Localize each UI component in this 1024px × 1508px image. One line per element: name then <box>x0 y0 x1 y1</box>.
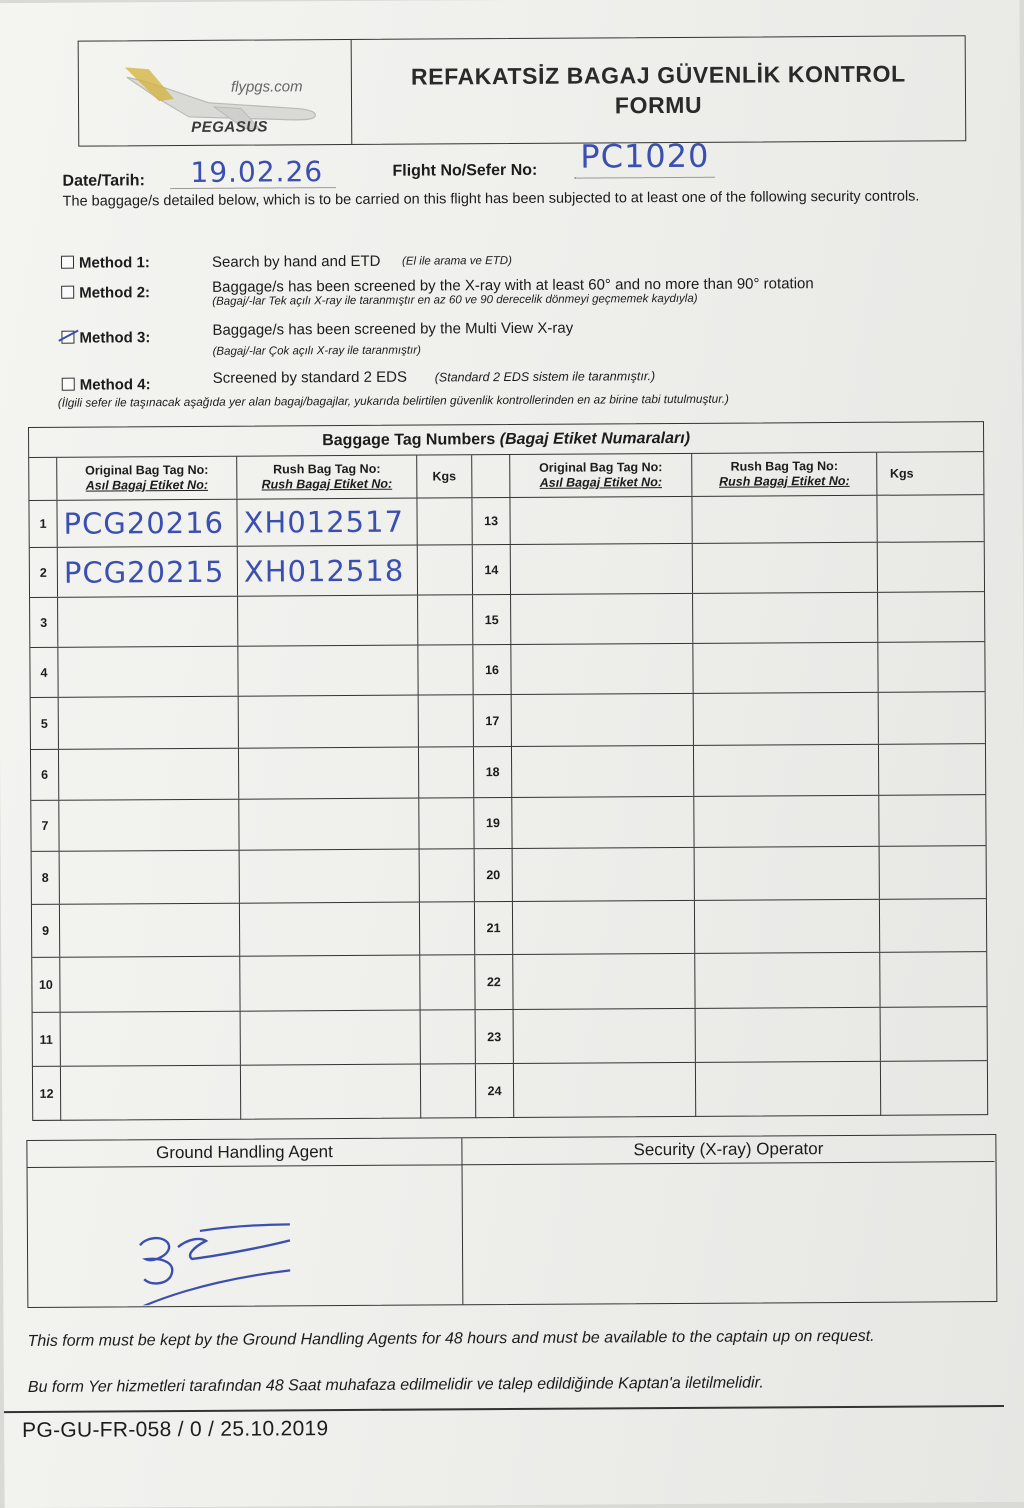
col-rush-tag-tr-2: Rush Bagaj Etiket No: <box>719 473 850 489</box>
row-number: 11 <box>33 1013 61 1066</box>
rush-tag-field[interactable] <box>239 799 419 850</box>
row-number: 22 <box>475 955 513 1009</box>
col-original-tag-en: Original Bag Tag No: <box>85 462 209 478</box>
row-number: 8 <box>32 852 60 904</box>
method-1-checkbox[interactable] <box>61 256 74 269</box>
method-4-note: (Standard 2 EDS sistem ile taranmıştır.) <box>434 369 656 385</box>
footer-text-en: This form must be kept by the Ground Handling Agents for 48 hours and must be available to the captain up on request. <box>27 1327 875 1350</box>
flight-number-field[interactable]: PC1020 <box>580 136 710 176</box>
method-1-label: Method 1: <box>78 254 150 272</box>
footer-text-tr: Bu form Yer hizmetleri tarafından 48 Saat muhafaza edilmelidir ve talep edildiğinde Kaptan'a iletilmelidir. <box>27 1374 764 1396</box>
table-row <box>32 952 986 1013</box>
kgs-field[interactable] <box>879 795 928 845</box>
footer-divider <box>4 1405 1004 1413</box>
original-tag-field[interactable] <box>511 594 693 644</box>
col-original-tag-tr-2: Asıl Bagaj Etiket No: <box>539 475 663 490</box>
signature-image[interactable] <box>28 1165 463 1306</box>
col-original-tag-tr: Asıl Bagaj Etiket No: <box>85 477 209 493</box>
row-number: 2 <box>30 548 58 597</box>
rush-tag-field[interactable] <box>240 903 420 956</box>
row-number: 3 <box>30 598 58 647</box>
kgs-field[interactable] <box>880 899 929 951</box>
original-tag-field[interactable] <box>514 1063 696 1118</box>
form-header <box>78 35 967 146</box>
original-tag-field[interactable] <box>512 746 694 797</box>
col-original-tag <box>57 457 237 500</box>
method-4-text: Screened by standard 2 EDS <box>212 368 408 387</box>
form-code: PG-GU-FR-058 / 0 / 25.10.2019 <box>22 1417 329 1443</box>
original-tag-field[interactable] <box>58 597 238 647</box>
original-tag-field[interactable] <box>60 957 240 1012</box>
method-2-text: Baggage/s has been screened by the X-ray with at least 60° and no more than 90° rotation <box>212 275 814 296</box>
rush-tag-field[interactable] <box>694 745 879 796</box>
kgs-field[interactable] <box>881 1007 930 1060</box>
rush-tag-field[interactable] <box>240 850 420 903</box>
col-kgs-2: Kgs <box>889 466 914 481</box>
kgs-field[interactable] <box>419 747 474 797</box>
kgs-field[interactable] <box>421 1010 476 1063</box>
col-number-2 <box>472 455 510 497</box>
method-3-checkbox[interactable] <box>61 331 74 344</box>
original-tag-field[interactable] <box>511 544 693 594</box>
table-row <box>30 642 984 698</box>
row-number: 16 <box>473 645 511 694</box>
row-number: 7 <box>31 801 59 851</box>
rush-tag-field[interactable] <box>694 796 879 847</box>
rush-tag-field[interactable] <box>692 496 877 543</box>
col-original-tag-en-2: Original Bag Tag No: <box>539 460 663 475</box>
row-number: 15 <box>473 595 511 644</box>
rush-tag-field[interactable] <box>241 1011 421 1065</box>
rush-tag-field[interactable] <box>239 748 419 799</box>
kgs-field[interactable] <box>420 849 475 901</box>
rush-tag-field[interactable] <box>696 1062 881 1117</box>
logo-name-text: PEGASUS <box>191 118 269 136</box>
method-3-label: Method 3: <box>79 329 151 347</box>
col-rush-tag-tr: Rush Bagaj Etiket No: <box>261 476 393 492</box>
table-header-row <box>29 452 983 501</box>
row-number: 21 <box>475 902 513 954</box>
row-number: 4 <box>30 648 58 697</box>
row-number: 12 <box>33 1067 61 1121</box>
table-row <box>32 846 986 905</box>
rush-tag-field[interactable] <box>693 593 878 643</box>
ground-agent-column <box>27 1138 463 1307</box>
baggage-tag-table <box>28 421 988 1121</box>
original-tag-field[interactable] <box>513 901 695 954</box>
kgs-field[interactable] <box>879 744 928 794</box>
table-row <box>32 899 986 958</box>
col-rush-tag-en: Rush Bag Tag No: <box>273 461 381 477</box>
row-number: 6 <box>31 750 59 800</box>
title-line-2: FORMU <box>614 91 703 119</box>
rush-tag-field[interactable] <box>695 953 880 1008</box>
date-label: Date/Tarih: <box>62 172 145 190</box>
table-row <box>30 542 984 598</box>
kgs-field[interactable] <box>419 798 474 848</box>
method-4 <box>62 365 962 394</box>
table-row <box>31 692 985 750</box>
method-3-text: Baggage/s has been screened by the Multi View X-ray <box>212 319 574 339</box>
original-tag-field[interactable] <box>512 694 694 746</box>
date-field[interactable]: 19.02.26 <box>190 155 324 189</box>
kgs-field[interactable] <box>880 952 929 1006</box>
original-tag-field[interactable] <box>511 644 693 694</box>
table-row <box>29 495 983 548</box>
table-row <box>31 744 985 801</box>
row-number: 18 <box>474 747 512 797</box>
row-number: 5 <box>31 698 59 749</box>
original-tag-field[interactable] <box>60 904 240 957</box>
kgs-field[interactable] <box>878 592 927 641</box>
methods-note: (İlgili sefer ile taşınacak aşağıda yer alan bagaj/bagajlar, yukarıda belirtilen güvenlik kontrollerinden en az birine tabi tutulmuştur.) <box>57 391 729 410</box>
rush-tag-field[interactable] <box>695 900 880 953</box>
rush-tag-field[interactable] <box>693 543 878 593</box>
rush-tag-field[interactable] <box>239 696 419 748</box>
kgs-field[interactable] <box>420 955 475 1009</box>
kgs-field[interactable] <box>420 902 475 954</box>
method-2-checkbox[interactable] <box>61 286 74 299</box>
col-original-tag-2 <box>510 454 692 497</box>
row-number: 10 <box>32 958 60 1012</box>
row-number: 23 <box>476 1010 514 1063</box>
rush-tag-field[interactable]: XH012517 <box>237 499 417 546</box>
signature-box <box>26 1134 997 1308</box>
kgs-field[interactable] <box>418 595 473 644</box>
ground-agent-label: Ground Handling Agent <box>27 1138 461 1168</box>
row-number: 19 <box>474 798 512 848</box>
col-number <box>29 458 57 500</box>
method-4-label: Method 4: <box>79 376 151 394</box>
rush-tag-field[interactable] <box>241 1065 421 1120</box>
original-tag-field[interactable]: PCG20216 <box>57 500 237 547</box>
original-tag-field[interactable] <box>510 497 692 544</box>
original-tag-field[interactable]: PCG20215 <box>58 547 238 597</box>
logo-brand-text: flypgs.com <box>230 78 303 96</box>
kgs-field[interactable] <box>881 1061 930 1115</box>
original-tag-field[interactable] <box>513 954 695 1009</box>
caption-tr: (Bagaj Etiket Numaraları) <box>499 429 691 449</box>
row-number: 14 <box>473 545 511 594</box>
table-row <box>30 592 984 648</box>
method-1-note: (El ile arama ve ETD) <box>401 254 512 268</box>
method-2 <box>61 274 961 308</box>
method-2-label: Method 2: <box>79 284 151 302</box>
original-tag-field[interactable] <box>513 848 695 901</box>
table-row <box>33 1061 987 1121</box>
method-4-checkbox[interactable] <box>62 378 75 391</box>
date-flight-row <box>62 136 962 190</box>
rush-tag-field[interactable] <box>240 956 420 1011</box>
kgs-field[interactable] <box>417 498 472 544</box>
rush-tag-field[interactable] <box>696 1008 881 1062</box>
kgs-field[interactable] <box>418 545 473 594</box>
title-line-1: REFAKATSİZ BAGAJ GÜVENLİK KONTROL <box>410 60 906 90</box>
kgs-field[interactable] <box>879 692 928 743</box>
security-operator-column <box>462 1135 995 1304</box>
security-operator-label: Security (X-ray) Operator <box>462 1135 994 1165</box>
kgs-field[interactable] <box>421 1064 476 1118</box>
rush-tag-field[interactable] <box>238 646 418 696</box>
original-tag-field[interactable] <box>59 697 239 749</box>
rush-tag-field[interactable] <box>693 643 878 693</box>
original-tag-field[interactable] <box>61 1066 241 1121</box>
caption-en: Baggage Tag Numbers <box>322 431 496 450</box>
col-rush-tag-en-2: Rush Bag Tag No: <box>730 459 839 474</box>
original-tag-field[interactable] <box>512 797 694 848</box>
form-title <box>352 36 966 144</box>
row-number: 17 <box>474 695 512 746</box>
method-1 <box>61 249 961 272</box>
row-number: 20 <box>475 849 513 901</box>
flight-label: Flight No/Sefer No: <box>392 161 538 180</box>
table-row <box>31 795 985 852</box>
row-number: 24 <box>476 1064 514 1118</box>
kgs-field[interactable] <box>880 846 929 898</box>
kgs-field[interactable] <box>878 642 927 691</box>
original-tag-field[interactable] <box>58 647 238 697</box>
row-number: 13 <box>472 498 510 544</box>
rush-tag-field[interactable] <box>695 847 880 900</box>
col-kgs: Kgs <box>417 455 472 497</box>
original-tag-field[interactable] <box>61 1012 241 1066</box>
rush-tag-field[interactable] <box>694 693 879 745</box>
kgs-field[interactable] <box>878 542 927 591</box>
original-tag-field[interactable] <box>59 800 239 851</box>
original-tag-field[interactable] <box>59 749 239 800</box>
rush-tag-field[interactable] <box>238 596 418 646</box>
intro-text: The baggage/s detailed below, which is to be carried on this flight has been subjected to at least one of the following security controls. <box>62 188 920 210</box>
table-body <box>29 495 987 1121</box>
pegasus-logo <box>79 40 353 146</box>
method-2-sub: (Bagaj/-lar Tek açılı X-ray ile taranmıştır en az 60 ve 90 derecelik dönmeyi geçmemek kaydıyla) <box>212 292 698 308</box>
method-1-text: Search by hand and ETD <box>211 252 381 271</box>
original-tag-field[interactable] <box>514 1009 696 1063</box>
col-rush-tag-2 <box>692 453 877 496</box>
row-number: 1 <box>29 501 57 547</box>
flight-underline <box>574 177 714 179</box>
method-3-sub: (Bagaj/-lar Çok açılı X-ray ile taranmıştır) <box>212 344 421 358</box>
col-rush-tag <box>237 456 417 499</box>
method-3 <box>61 317 961 358</box>
kgs-field[interactable] <box>418 645 473 694</box>
kgs-field[interactable] <box>877 495 926 541</box>
rush-tag-field[interactable]: XH012518 <box>238 546 418 596</box>
original-tag-field[interactable] <box>60 851 240 904</box>
kgs-field[interactable] <box>419 695 474 746</box>
row-number: 9 <box>32 905 60 957</box>
table-row <box>33 1007 987 1067</box>
